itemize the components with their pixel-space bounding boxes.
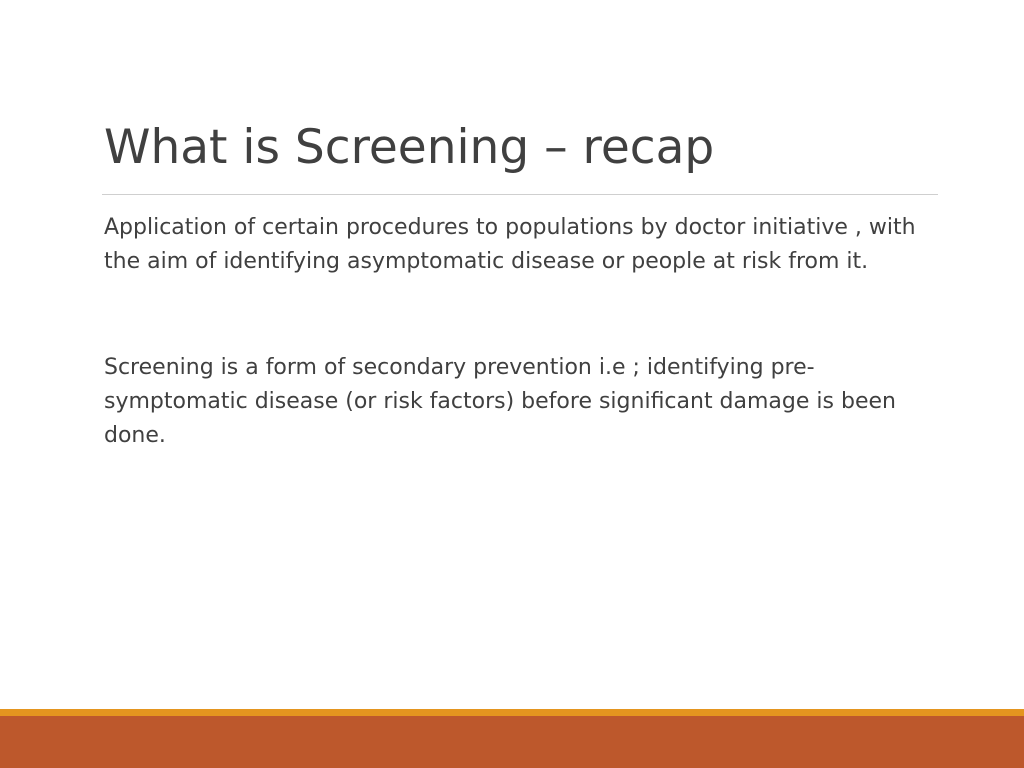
title-divider (102, 194, 938, 195)
footer-accent-bar (0, 709, 1024, 716)
slide-body (104, 211, 944, 453)
slide-title: What is Screening – recap (104, 120, 715, 175)
footer-band (0, 716, 1024, 768)
paragraph-definition: Application of certain procedures to populations by doctor initiative , with the aim of identifying asymptomatic disease or people at risk from it. (104, 215, 916, 274)
paragraph-secondary-prevention: Screening is a form of secondary prevention i.e ; identifying pre-symptomatic disease (or risk factors) before significant damage is been done. (104, 355, 896, 448)
